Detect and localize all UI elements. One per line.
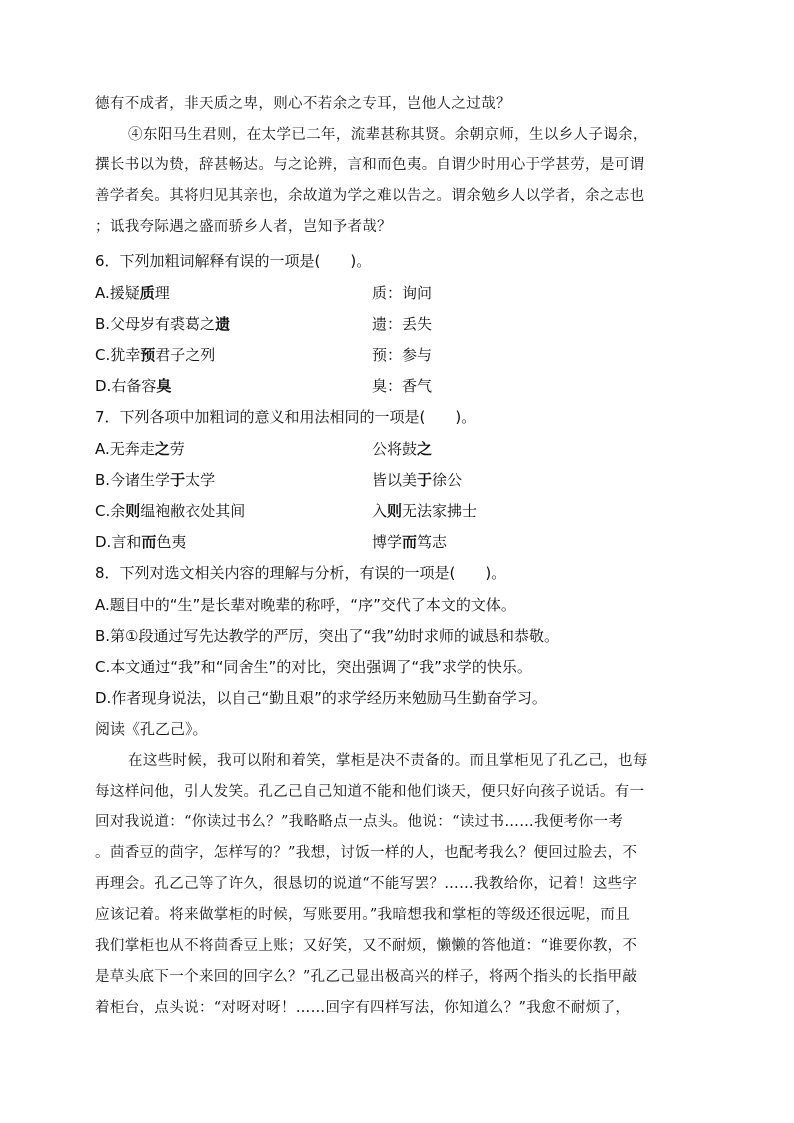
- q7-option-a-right: 公将鼓之: [372, 440, 433, 458]
- q7-option-c-right: 入则无法家拂士: [372, 502, 478, 520]
- passage1-line: ；诋我夸际遇之盛而骄乡人者，岂知予者哉？: [95, 219, 392, 235]
- reading2-line: 回对我说道：“你读过书么？”我略略点一点头。他说：“读过书……我便考你一考: [95, 814, 624, 830]
- q7-stem: 7．下列各项中加粗词的意义和用法相同的一项是( )。: [95, 408, 477, 426]
- q7-option-d-right: 博学而笃志: [372, 533, 448, 551]
- reading2-line: 。茴香豆的茴字，怎样写的？”我想，讨饭一样的人，也配考我么？便回过脸去，不: [95, 845, 638, 861]
- q6-option-b: B.父母岁有裘葛之遗: [95, 315, 231, 333]
- reading2-line: 着柜台，点头说：“对呀对呀！……回字有四样写法，你知道么？”我愈不耐烦了，: [95, 1000, 631, 1016]
- q8-stem: 8．下列对选文相关内容的理解与分析，有误的一项是( )。: [95, 564, 507, 582]
- reading2-line: 在这些时候，我可以附和着笑，掌柜是决不责备的。而且掌柜见了孔乙己，也每: [128, 753, 648, 769]
- reading2-line: 我们掌柜也从不将茴香豆上账；又好笑，又不耐烦，懒懒的答他道：“谁要你教，不: [95, 938, 638, 954]
- q6-option-a-note: 质：询问: [372, 284, 433, 302]
- q7-option-d-left: D.言和而色夷: [95, 533, 187, 551]
- reading2-line: 再理会。孔乙己等了许久，很恳切的说道“不能写罢？……我教给你，记着！这些字: [95, 876, 638, 892]
- q6-option-c-note: 预：参与: [372, 346, 433, 364]
- q8-option-a: A.题目中的“生”是长辈对晚辈的称呼，“序”交代了本文的文体。: [95, 596, 516, 614]
- reading2-line: 是草头底下一个来回的回字么？”孔乙己显出极高兴的样子，将两个指头的长指甲敲: [95, 969, 638, 985]
- q8-option-b: B.第①段通过写先达教学的严厉，突出了“我”幼时求师的诚恳和恭敬。: [95, 627, 560, 645]
- q6-option-c: C.犹幸预君子之列: [95, 346, 216, 364]
- reading2-line: 每这样问他，引人发笑。孔乙己自己知道不能和他们谈天，便只好向孩子说话。有一: [95, 784, 645, 800]
- q8-option-c: C.本文通过“我”和“同舍生”的对比，突出强调了“我”求学的快乐。: [95, 658, 532, 676]
- q6-option-d-note: 臭：香气: [372, 377, 433, 395]
- passage1-line: 德有不成者，非天质之卑，则心不若余之专耳，岂他人之过哉？: [95, 96, 511, 112]
- passage1-line: 善学者矣。其将归见其亲也，余故道为学之难以告之。谓余勉乡人以学者，余之志也: [95, 188, 645, 204]
- q6-option-a: A.援疑质理: [95, 284, 170, 302]
- q7-option-b-right: 皆以美于徐公: [372, 471, 463, 489]
- q7-option-c-left: C.余则缊袍敝衣处其间: [95, 502, 246, 520]
- q8-option-d: D.作者现身说法，以自己“勤且艰”的求学经历来勉励马生勤奋学习。: [95, 689, 547, 707]
- reading2-line: 应该记着。将来做掌柜的时候，写账要用。”我暗想我和掌柜的等级还很远呢，而且: [95, 907, 631, 923]
- q7-option-a-left: A.无奔走之劳: [95, 440, 185, 458]
- reading2-title: 阅读《孔乙己》。: [95, 720, 208, 738]
- q6-option-b-note: 遗：丢失: [372, 315, 433, 333]
- q6-option-d: D.右备容臭: [95, 377, 172, 395]
- passage1-line: 撰长书以为贽，辞甚畅达。与之论辨，言和而色夷。自谓少时用心于学甚劳，是可谓: [95, 157, 645, 173]
- q6-stem: 6．下列加粗词解释有误的一项是( )。: [95, 252, 372, 270]
- q7-option-b-left: B.今诸生学于太学: [95, 471, 216, 489]
- passage1-paragraph4-line: ④东阳马生君则，在太学已二年，流辈甚称其贤。余朝京师，生以乡人子谒余，: [128, 127, 648, 143]
